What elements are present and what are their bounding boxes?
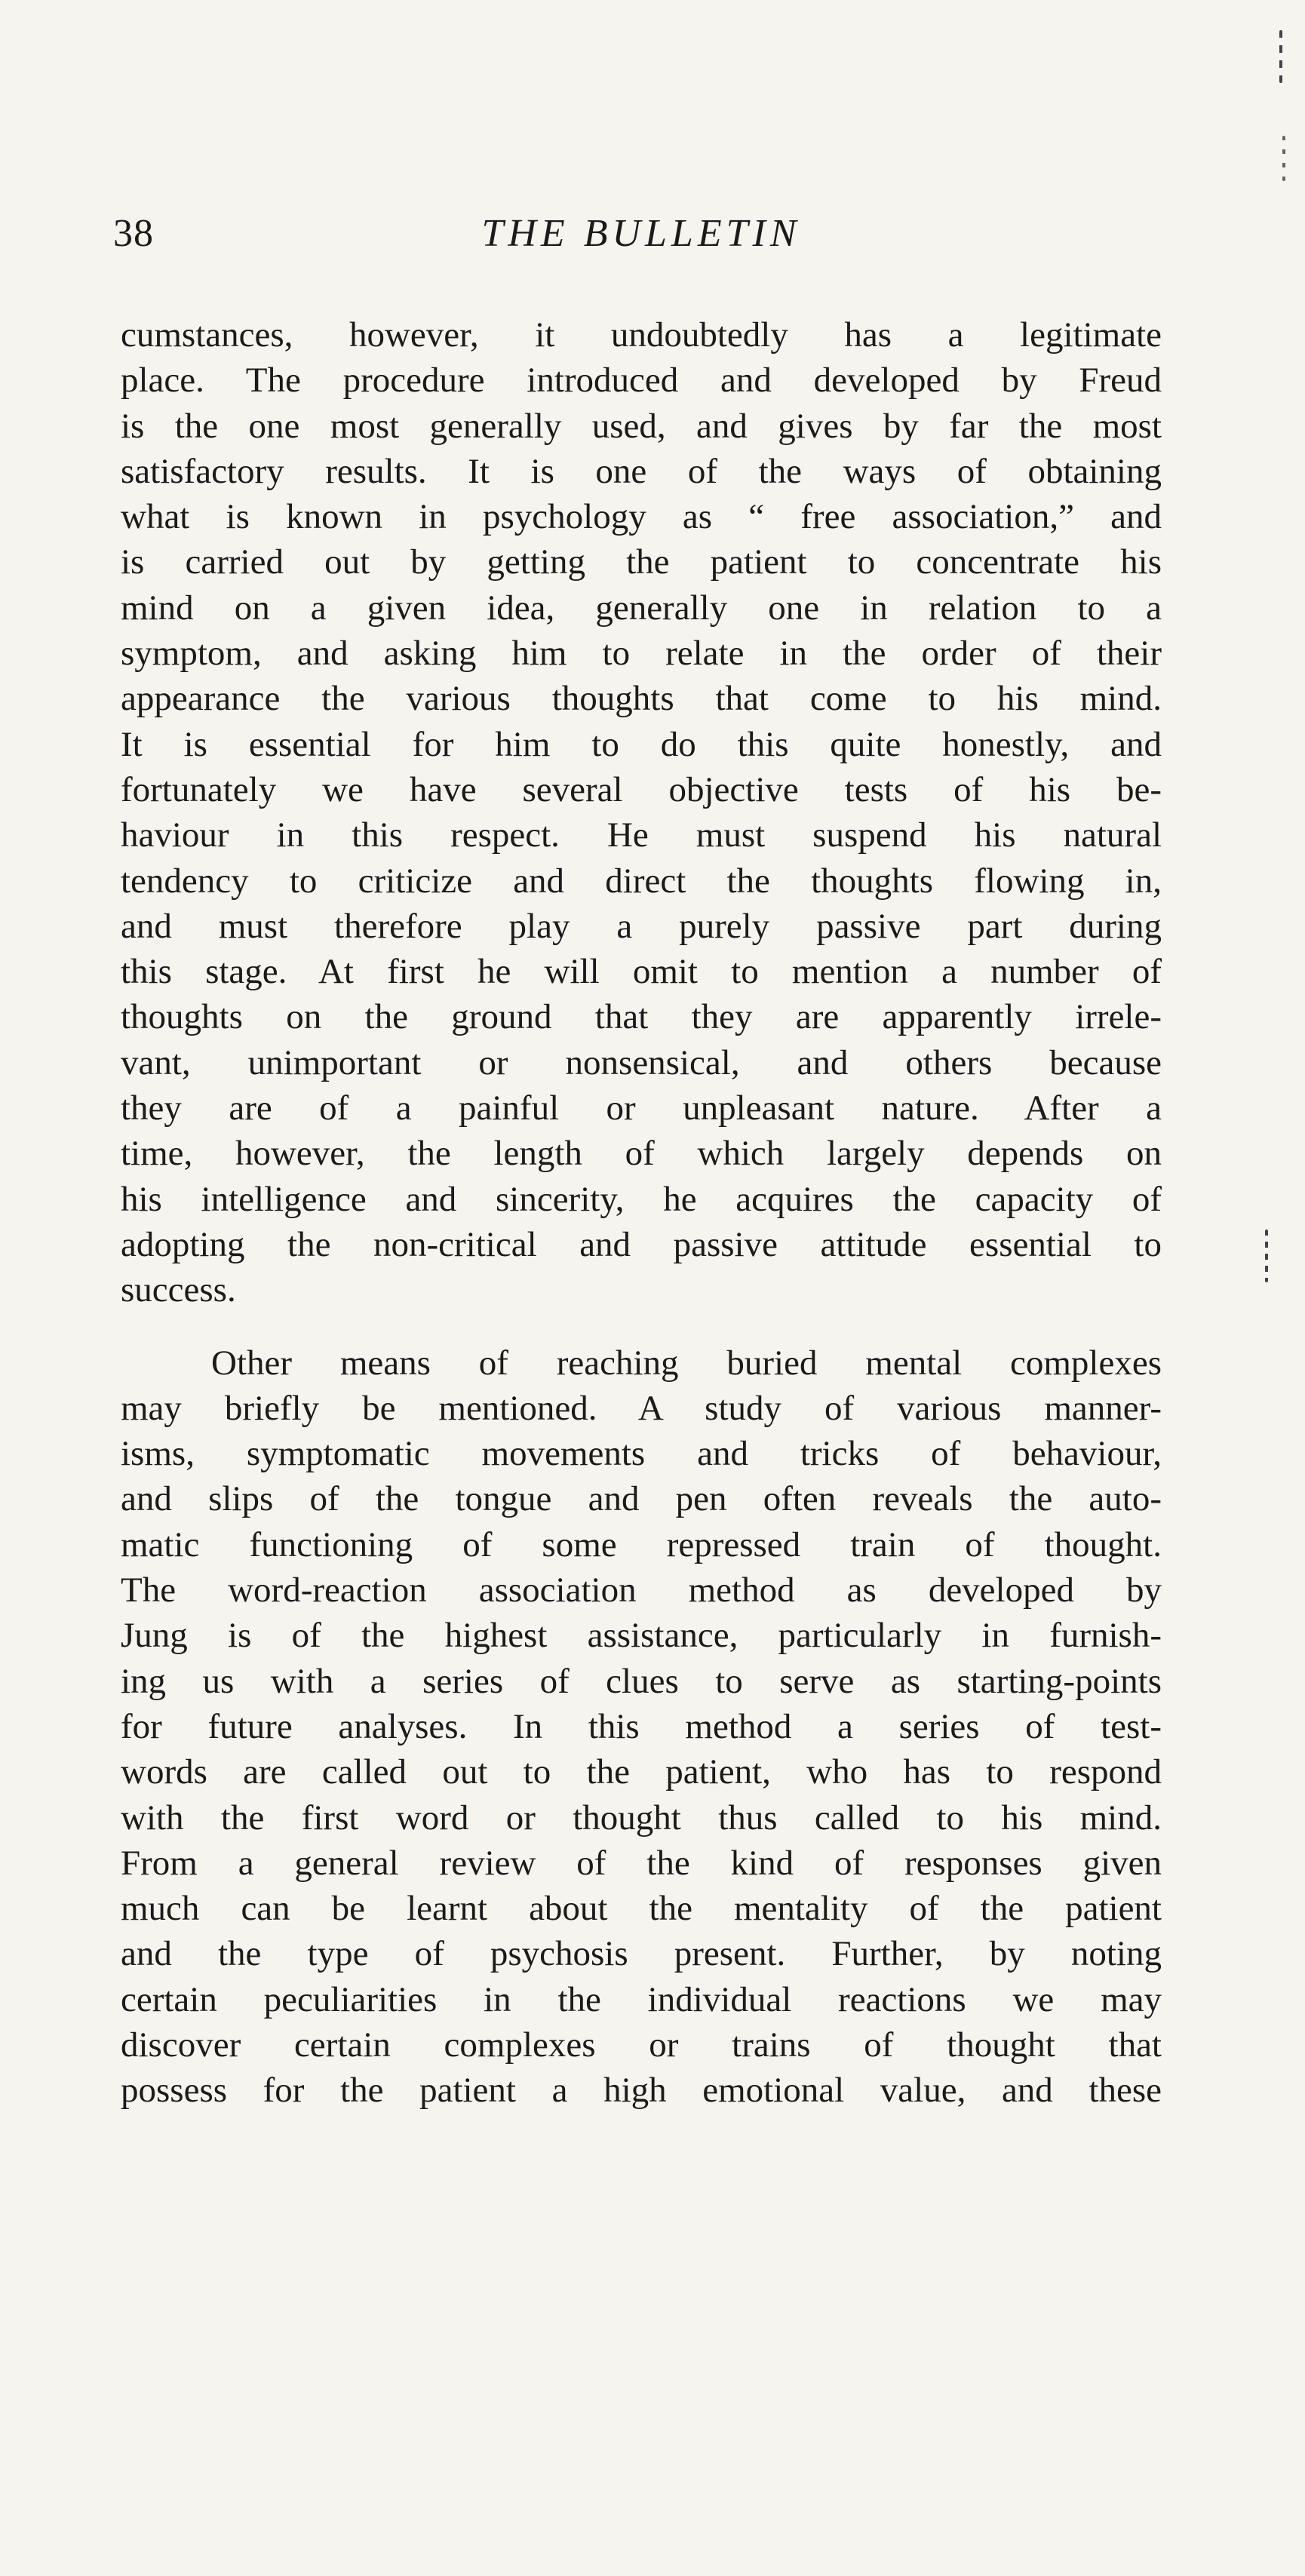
margin-scan-mark [1282,136,1285,181]
text-line: vant, unimportant or nonsensical, and others because [121,1042,1162,1082]
text-line: words are called out to the patient, who has to respond [121,1752,1162,1792]
paragraph [121,312,1162,1313]
text-line: his intelligence and sincerity, he acquires the capacity of [121,1179,1162,1219]
text-line: they are of a painful or unpleasant nature. After a [121,1088,1162,1128]
paragraph [121,1340,1162,2114]
text-line: Jung is of the highest assistance, particularly in furnish- [121,1616,1162,1656]
margin-scan-mark [1279,30,1282,83]
text-line: is the one most generally used, and gives by far the most [121,406,1162,446]
text-line: time, however, the length of which largely depends on [121,1134,1162,1174]
text-line: success. [121,1270,236,1310]
text-line: From a general review of the kind of responses given [121,1843,1162,1883]
running-title: THE BULLETIN [481,212,801,255]
text-line: mind on a given idea, generally one in relation to a [121,588,1162,628]
text-line: and slips of the tongue and pen often reveals the auto- [121,1479,1162,1519]
text-line: discover certain complexes or trains of thought that [121,2025,1162,2065]
text-line: what is known in psychology as “ free association,” and [121,497,1162,537]
text-line: Other means of reaching buried mental complexes [211,1343,1162,1383]
text-line: It is essential for him to do this quite honestly, and [121,724,1162,764]
text-line: this stage. At first he will omit to mention a number of [121,952,1162,992]
text-line: adopting the non-critical and passive attitude essential to [121,1224,1162,1264]
text-line: and the type of psychosis present. Further, by noting [121,1934,1162,1974]
text-line: place. The procedure introduced and developed by Freud [121,361,1162,401]
text-line: may briefly be mentioned. A study of various manner- [121,1388,1162,1428]
text-line: cumstances, however, it undoubtedly has a legitimate [121,315,1162,355]
text-line: ing us with a series of clues to serve as starting-points [121,1661,1162,1701]
text-line: appearance the various thoughts that come to his mind. [121,679,1162,719]
margin-scan-mark [1265,1230,1268,1282]
text-line: and must therefore play a purely passive part during [121,906,1162,946]
text-line: tendency to criticize and direct the thoughts flowing in, [121,861,1162,901]
text-line: satisfactory results. It is one of the ways of obtaining [121,451,1162,491]
text-line: certain peculiarities in the individual reactions we may [121,1979,1162,2019]
text-line: with the first word or thought thus called to his mind. [121,1798,1162,1838]
text-line: for future analyses. In this method a series of test- [121,1706,1162,1746]
body-text [121,312,1162,2114]
page-header [113,204,1169,264]
text-line: isms, symptomatic movements and tricks of behaviour, [121,1434,1162,1474]
text-line: haviour in this respect. He must suspend his natural [121,815,1162,855]
text-line: symptom, and asking him to relate in the order of their [121,634,1162,674]
page-number: 38 [113,212,154,255]
text-line: The word-reaction association method as developed by [121,1570,1162,1610]
paragraph-gap [121,1313,1162,1340]
text-line: much can be learnt about the mentality of the patient [121,1889,1162,1929]
text-line: is carried out by getting the patient to concentrate his [121,542,1162,582]
text-line: thoughts on the ground that they are apparently irrele- [121,997,1162,1037]
text-line: possess for the patient a high emotional value, and these [121,2071,1162,2111]
text-line: fortunately we have several objective tests of his be- [121,769,1162,809]
text-line: matic functioning of some repressed train of thought. [121,1524,1162,1564]
